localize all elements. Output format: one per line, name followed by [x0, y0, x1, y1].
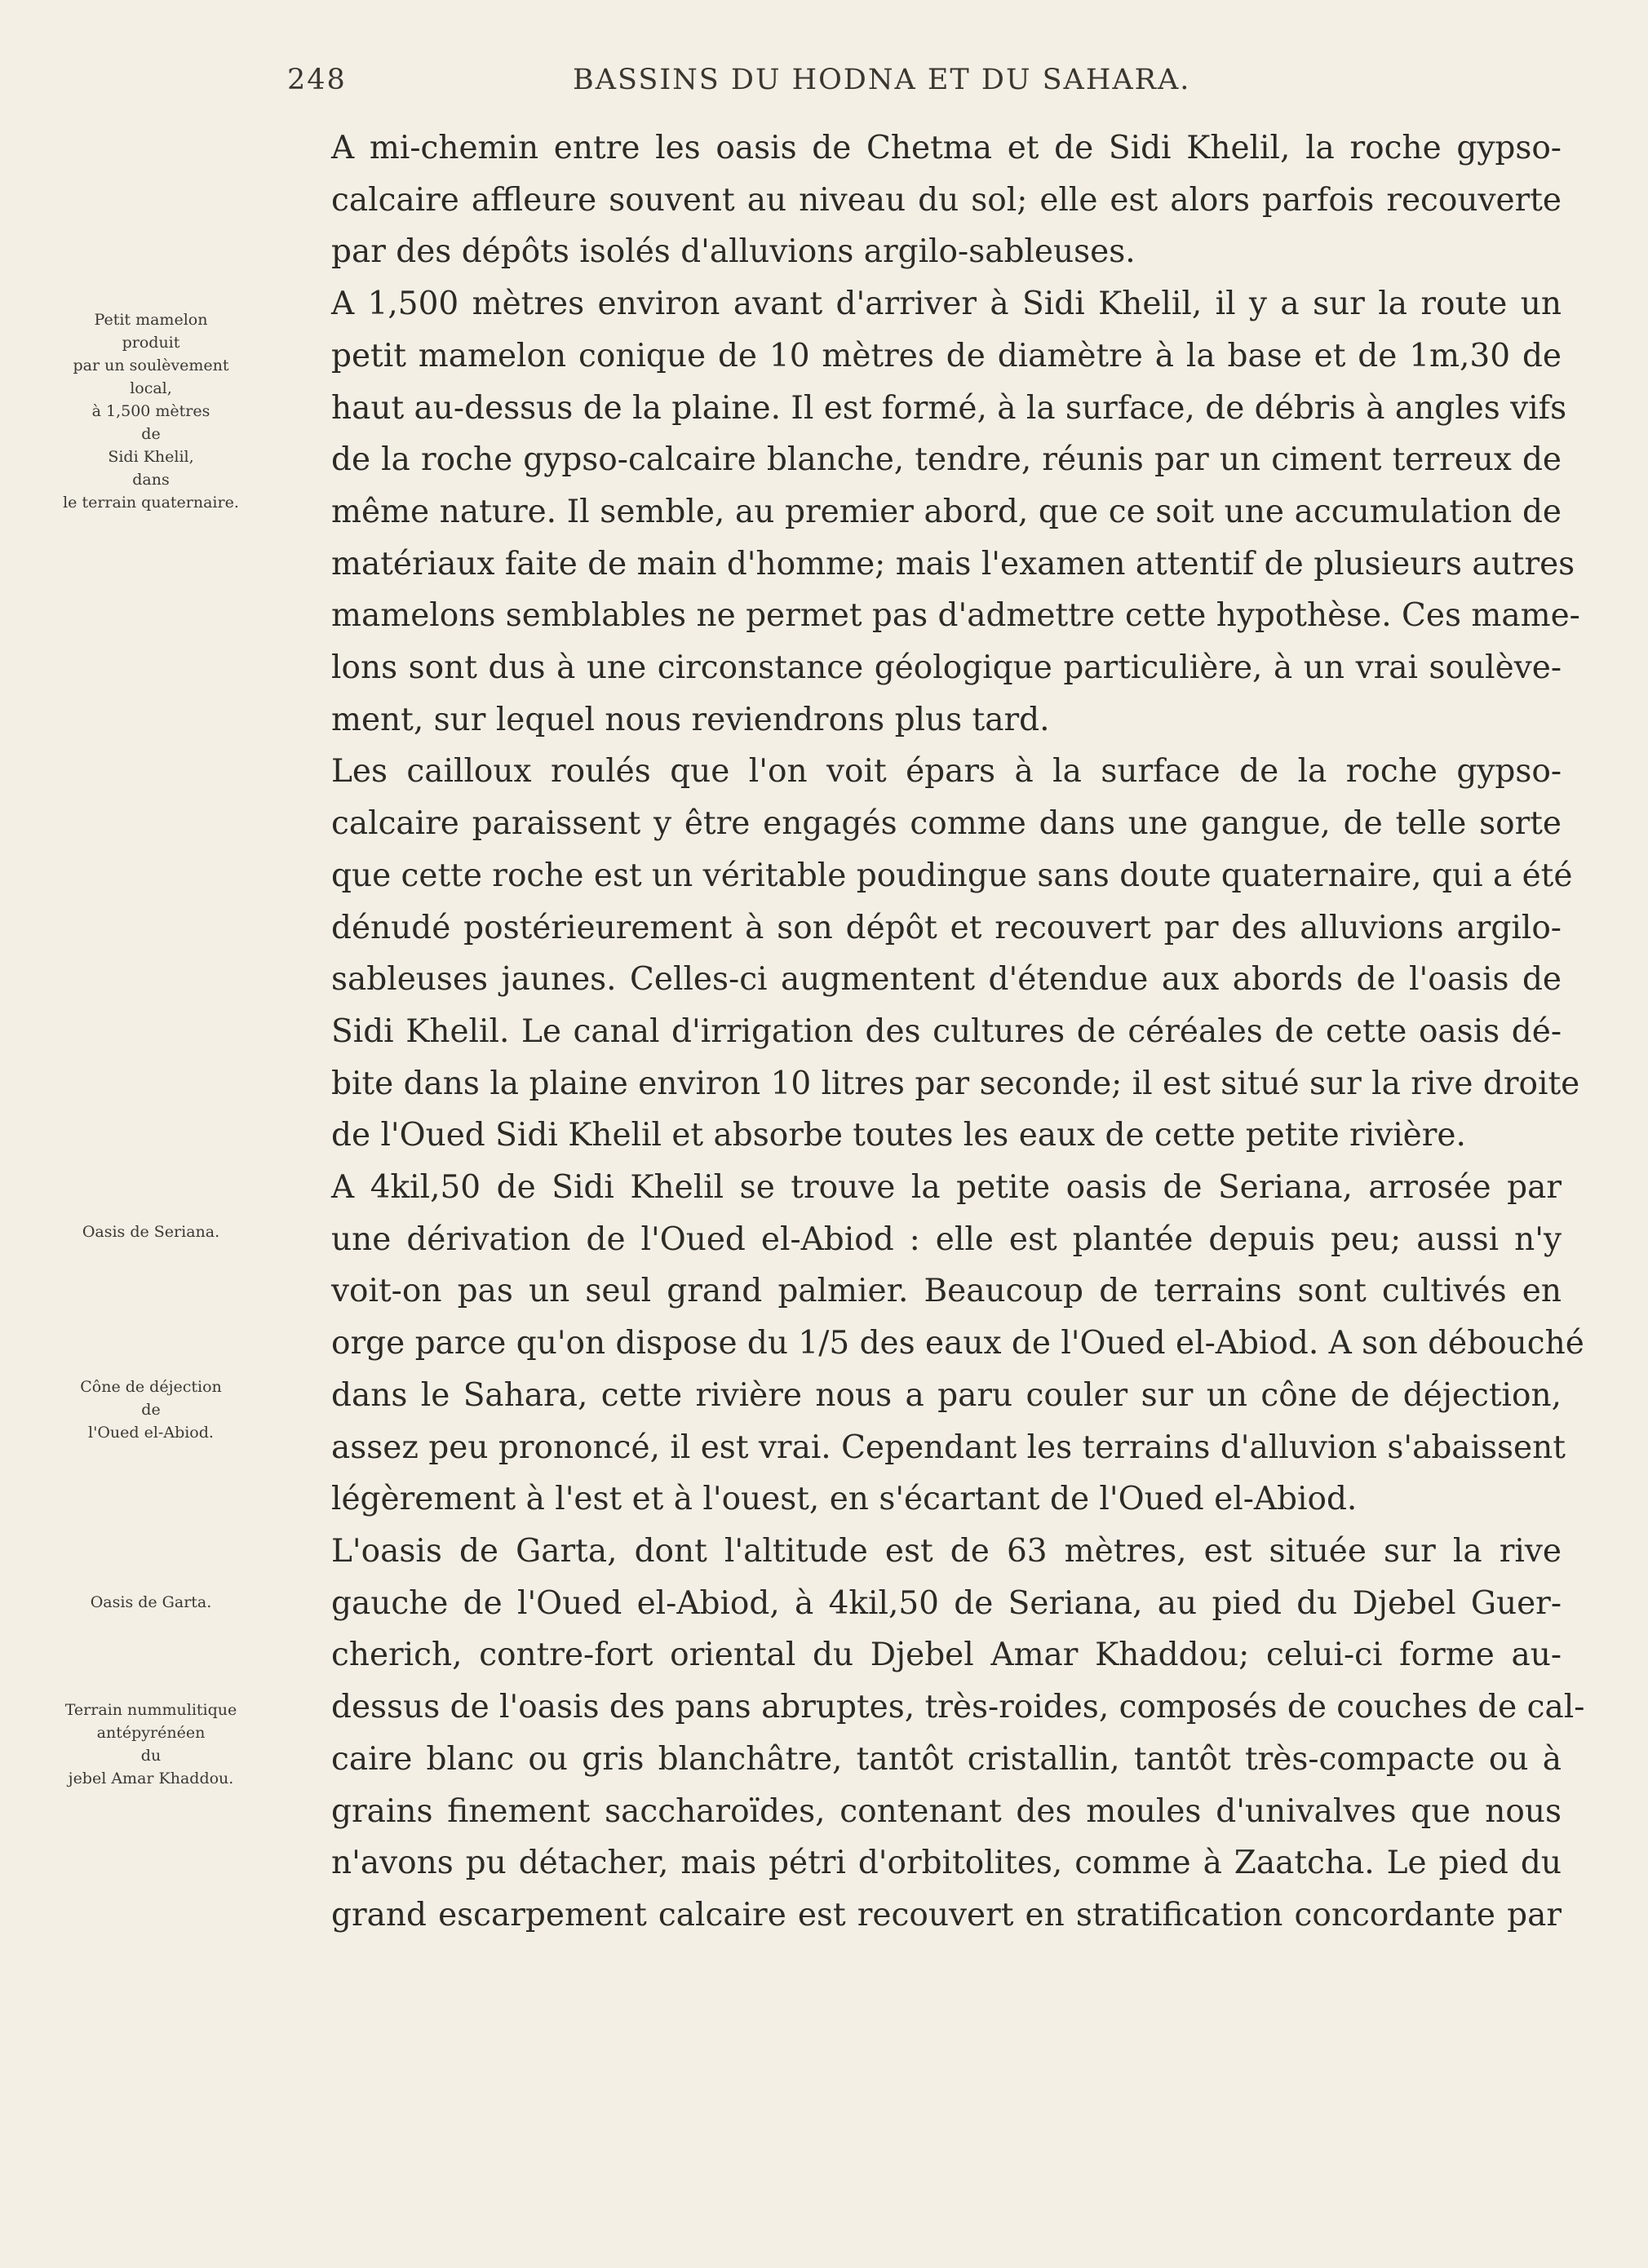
body-line: dans le Sahara, cette rivière nous a paru couler sur un cône de déjection,	[331, 1376, 1562, 1414]
body-line: une dérivation de l'Oued el-Abiod : elle est plantée depuis peu; aussi n'y	[331, 1220, 1562, 1258]
margin-note-line: jebel Amar Khaddou.	[68, 1770, 234, 1787]
margin-note-line: antépyrénéen	[96, 1724, 206, 1742]
body-line: caire blanc ou gris blanchâtre, tantôt cristallin, tantôt très-compacte ou à	[331, 1740, 1562, 1778]
margin-note-line: Oasis de Seriana.	[82, 1223, 220, 1241]
body-line: petit mamelon conique de 10 mètres de diamètre à la base et de 1m,30 de	[331, 337, 1562, 374]
body-line: dénudé postérieurement à son dépôt et recouvert par des alluvions argilo-	[331, 909, 1562, 946]
body-line: de l'Oued Sidi Khelil et absorbe toutes les eaux de cette petite rivière.	[331, 1117, 1466, 1154]
body-line: gauche de l'Oued el-Abiod, à 4kil,50 de Seriana, au pied du Djebel Guer-	[331, 1584, 1562, 1622]
body-line: bite dans la plaine environ 10 litres par seconde; il est situé sur la rive droite	[331, 1065, 1580, 1102]
margin-note-garta	[41, 1591, 261, 1614]
body-line: ment, sur lequel nous reviendrons plus tard.	[331, 701, 1050, 738]
body-line: que cette roche est un véritable poudingue sans doute quaternaire, qui a été	[331, 857, 1573, 894]
margin-note-line: Terrain nummulitique	[64, 1701, 237, 1719]
margin-note-line: à 1,500 mètres	[91, 402, 210, 420]
margin-note-line: par un soulèvement	[73, 357, 229, 374]
margin-note-line: local,	[130, 379, 172, 397]
margin-note-mamelon	[41, 308, 261, 514]
margin-note-line: Cône de déjection	[80, 1378, 222, 1396]
body-line: Les cailloux roulés que l'on voit épars à la surface de la roche gypso-	[331, 753, 1562, 791]
body-line: par des dépôts isolés d'alluvions argilo-sableuses.	[331, 233, 1136, 271]
body-line: matériaux faite de main d'homme; mais l'examen attentif de plusieurs autres	[331, 545, 1575, 583]
body-line: L'oasis de Garta, dont l'altitude est de 63 mètres, est située sur la rive	[331, 1532, 1562, 1570]
margin-note-line: de	[141, 1401, 161, 1419]
margin-note-line: de	[141, 425, 161, 443]
body-line: voit-on pas un seul grand palmier. Beaucoup de terrains sont cultivés en	[331, 1273, 1562, 1310]
margin-note-cone	[41, 1375, 261, 1444]
body-line: assez peu prononcé, il est vrai. Cependant les terrains d'alluvion s'abaissent	[331, 1429, 1566, 1466]
body-line: grand escarpement calcaire est recouvert en stratification concordante par	[331, 1896, 1562, 1934]
body-line: A 1,500 mètres environ avant d'arriver à Sidi Khelil, il y a sur la route un	[331, 286, 1562, 323]
body-line: même nature. Il semble, au premier abord, que ce soit une accumulation de	[331, 493, 1562, 530]
body-line: haut au-dessus de la plaine. Il est formé, à la surface, de débris à angles vifs	[331, 389, 1567, 427]
body-line: de la roche gypso-calcaire blanche, tendre, réunis par un ciment terreux de	[331, 441, 1562, 479]
running-title: BASSINS DU HODNA ET DU SAHARA.	[573, 64, 1191, 96]
body-line: grains finement saccharoïdes, contenant des moules d'univalves que nous	[331, 1792, 1562, 1830]
margin-note-line: Sidi Khelil,	[108, 448, 194, 466]
body-line: calcaire affleure souvent au niveau du sol; elle est alors parfois recouverte	[331, 181, 1562, 219]
body-line: Sidi Khelil. Le canal d'irrigation des cultures de céréales de cette oasis dé-	[331, 1012, 1562, 1050]
page-number: 248	[287, 64, 347, 96]
margin-note-line: du	[140, 1747, 162, 1765]
body-line: mamelons semblables ne permet pas d'admettre cette hypothèse. Ces mame-	[331, 597, 1580, 635]
body-line: lons sont dus à une circonstance géologique particulière, à un vrai soulève-	[331, 649, 1562, 687]
body-line: calcaire paraissent y être engagés comme dans une gangue, de telle sorte	[331, 805, 1562, 843]
body-line: cherich, contre-fort oriental du Djebel Amar Khaddou; celui-ci forme au-	[331, 1637, 1562, 1674]
margin-note-nummulitique	[41, 1699, 261, 1790]
margin-note-line: Oasis de Garta.	[90, 1593, 212, 1611]
body-line: A mi-chemin entre les oasis de Chetma et de Sidi Khelil, la roche gypso-	[331, 130, 1562, 166]
body-line: n'avons pu détacher, mais pétri d'orbitolites, comme à Zaatcha. Le pied du	[331, 1845, 1562, 1882]
body-line: sableuses jaunes. Celles-ci augmentent d'étendue aux abords de l'oasis de	[331, 961, 1562, 999]
body-line: A 4kil,50 de Sidi Khelil se trouve la petite oasis de Seriana, arrosée par	[331, 1169, 1562, 1207]
body-text	[331, 122, 1585, 1942]
margin-note-line: le terrain quaternaire.	[63, 494, 239, 512]
margin-note-line: Petit mamelon	[94, 311, 208, 329]
margin-note-seriana	[41, 1220, 261, 1243]
margin-note-line: produit	[122, 334, 180, 352]
body-line: orge parce qu'on dispose du 1/5 des eaux de l'Oued el-Abiod. A son débouché	[331, 1325, 1584, 1362]
margin-note-line: l'Oued el-Abiod.	[88, 1424, 214, 1442]
body-line: dessus de l'oasis des pans abruptes, très-roides, composés de couches de cal-	[331, 1689, 1585, 1726]
body-line: légèrement à l'est et à l'ouest, en s'écartant de l'Oued el-Abiod.	[331, 1481, 1358, 1518]
margin-note-line: dans	[132, 471, 170, 489]
